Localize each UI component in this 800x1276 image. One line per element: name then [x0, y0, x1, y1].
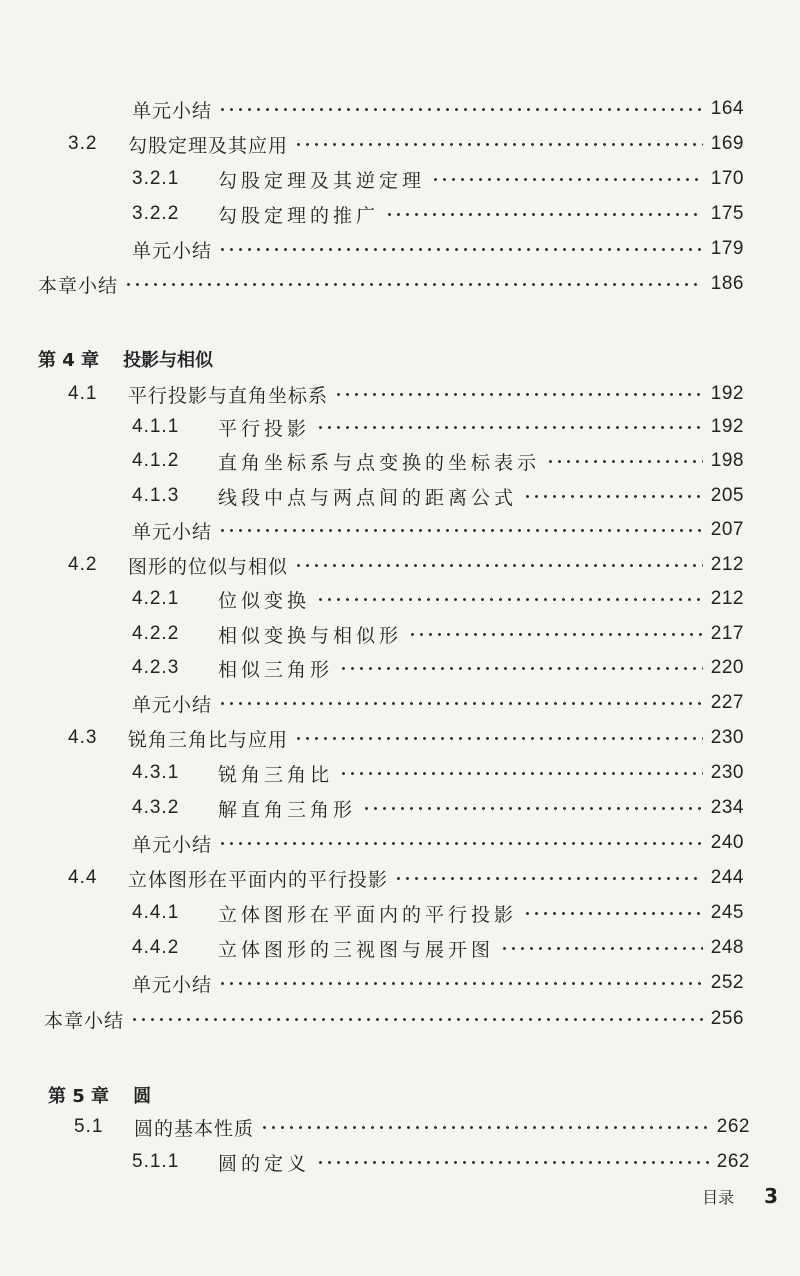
entry-number: 5.1 — [74, 1116, 104, 1137]
dot-leader — [316, 597, 703, 602]
dot-leader — [385, 212, 703, 217]
toc-entry[interactable] — [132, 966, 744, 1000]
toc-entry[interactable] — [132, 410, 744, 444]
entry-page-number: 262 — [716, 1116, 750, 1137]
entry-number: 4.4 — [68, 867, 98, 888]
entry-page-number: 234 — [710, 797, 744, 818]
entry-page-number: 170 — [710, 168, 744, 189]
entry-page-number: 262 — [716, 1151, 750, 1172]
entry-page-number: 245 — [710, 902, 744, 923]
entry-number: 4.4.2 — [132, 937, 180, 958]
dot-leader — [316, 1160, 709, 1165]
entry-title: 直角坐标系与点变换的坐标表示 — [218, 451, 541, 474]
dot-leader — [339, 771, 703, 776]
toc-entry[interactable] — [132, 232, 744, 266]
entry-number: 4.3.1 — [132, 762, 180, 783]
entry-number: 3.2 — [68, 133, 98, 154]
entry-page-number: 175 — [710, 203, 744, 224]
toc-entry[interactable] — [74, 1110, 750, 1144]
dot-leader — [260, 1125, 709, 1130]
entry-title: 平行投影与直角坐标系 — [128, 384, 329, 407]
entry-number: 4.3.2 — [132, 797, 180, 818]
toc-entry[interactable] — [132, 479, 744, 513]
entry-title: 单元小结 — [132, 99, 213, 122]
entry-number: 4.2.1 — [132, 588, 180, 609]
toc-entry[interactable] — [132, 582, 744, 616]
entry-page-number: 198 — [710, 450, 744, 471]
page-footer — [702, 1176, 778, 1216]
entry-number: 4.1 — [68, 383, 98, 404]
dot-leader — [523, 911, 703, 916]
toc-entry[interactable] — [68, 721, 744, 755]
dot-leader — [408, 632, 703, 637]
toc-entry[interactable] — [68, 127, 744, 161]
entry-title: 相似三角形 — [218, 658, 334, 681]
entry-page-number: 192 — [710, 383, 744, 404]
toc-entry[interactable] — [132, 826, 744, 860]
dot-leader — [362, 806, 703, 811]
entry-number: 4.1.2 — [132, 450, 180, 471]
entry-page-number: 212 — [710, 588, 744, 609]
footer-label: 目录 — [702, 1187, 735, 1207]
entry-title: 单元小结 — [132, 693, 213, 716]
toc-entry[interactable] — [132, 896, 744, 930]
entry-number: 4.1.1 — [132, 416, 180, 437]
entry-title: 立体图形的三视图与展开图 — [218, 938, 495, 961]
toc-entry[interactable] — [132, 791, 744, 825]
entry-page-number: 248 — [710, 937, 744, 958]
entry-title: 图形的位似与相似 — [128, 555, 289, 578]
entry-number: 4.3 — [68, 727, 98, 748]
entry-number: 4.2.2 — [132, 623, 180, 644]
dot-leader — [124, 282, 703, 287]
entry-page-number: 230 — [710, 762, 744, 783]
dot-leader — [546, 459, 703, 464]
entry-title: 圆的定义 — [218, 1152, 311, 1175]
entry-number: 4.2.3 — [132, 657, 180, 678]
toc-entry[interactable] — [132, 651, 744, 685]
toc-entry[interactable] — [132, 1145, 750, 1179]
entry-title: 平行投影 — [218, 417, 311, 440]
toc-entry[interactable] — [68, 377, 744, 411]
entry-number: 5.1.1 — [132, 1151, 180, 1172]
entry-page-number: 207 — [710, 519, 744, 540]
dot-leader — [218, 981, 703, 986]
toc-entry[interactable] — [68, 548, 744, 582]
entry-page-number: 240 — [710, 832, 744, 853]
entry-page-number: 256 — [710, 1008, 744, 1029]
entry-number: 4.4.1 — [132, 902, 180, 923]
entry-number: 4.1.3 — [132, 485, 180, 506]
chapter-title: 圆 — [133, 1086, 152, 1107]
toc-entry[interactable] — [132, 756, 744, 790]
entry-title: 本章小结 — [38, 274, 119, 297]
dot-leader — [500, 946, 703, 951]
chapter-label: 第 4 章 — [38, 350, 100, 371]
entry-title: 勾股定理及其逆定理 — [218, 169, 426, 192]
entry-title: 单元小结 — [132, 833, 213, 856]
entry-title: 解直角三角形 — [218, 798, 357, 821]
dot-leader — [130, 1017, 703, 1022]
entry-page-number: 192 — [710, 416, 744, 437]
dot-leader — [218, 528, 703, 533]
dot-leader — [218, 247, 703, 252]
entry-title: 圆的基本性质 — [134, 1117, 255, 1140]
entry-page-number: 164 — [710, 98, 744, 119]
entry-title: 单元小结 — [132, 973, 213, 996]
toc-entry[interactable] — [132, 162, 744, 196]
entry-page-number: 186 — [710, 273, 744, 294]
toc-entry[interactable] — [132, 444, 744, 478]
entry-title: 勾股定理的推广 — [218, 204, 380, 227]
dot-leader — [294, 736, 703, 741]
entry-page-number: 179 — [710, 238, 744, 259]
entry-title: 勾股定理及其应用 — [128, 134, 289, 157]
dot-leader — [339, 666, 703, 671]
dot-leader — [218, 107, 703, 112]
entry-title: 锐角三角比 — [218, 763, 334, 786]
entry-title: 立体图形在平面内的平行投影 — [218, 903, 518, 926]
dot-leader — [431, 177, 703, 182]
entry-page-number: 217 — [710, 623, 744, 644]
chapter-heading[interactable] — [38, 342, 213, 376]
entry-page-number: 220 — [710, 657, 744, 678]
entry-page-number: 212 — [710, 554, 744, 575]
entry-title: 位似变换 — [218, 589, 311, 612]
toc-entry[interactable] — [132, 617, 744, 651]
entry-page-number: 227 — [710, 692, 744, 713]
toc-entry[interactable] — [38, 267, 744, 301]
toc-entry[interactable] — [132, 197, 744, 231]
entry-title: 单元小结 — [132, 520, 213, 543]
entry-number: 3.2.1 — [132, 168, 180, 189]
dot-leader — [523, 494, 703, 499]
dot-leader — [218, 701, 703, 706]
entry-page-number: 169 — [710, 133, 744, 154]
entry-page-number: 252 — [710, 972, 744, 993]
dot-leader — [218, 841, 703, 846]
toc-entry[interactable] — [132, 931, 744, 965]
dot-leader — [394, 876, 703, 881]
toc-entry[interactable] — [44, 1002, 744, 1036]
entry-page-number: 244 — [710, 867, 744, 888]
chapter-label: 第 5 章 — [48, 1086, 110, 1107]
footer-page-number: 3 — [764, 1184, 778, 1208]
entry-number: 3.2.2 — [132, 203, 180, 224]
entry-title: 单元小结 — [132, 239, 213, 262]
dot-leader — [334, 392, 703, 397]
toc-entry[interactable] — [68, 861, 744, 895]
entry-title: 立体图形在平面内的平行投影 — [128, 868, 389, 891]
toc-entry[interactable] — [132, 513, 744, 547]
chapter-title: 投影与相似 — [123, 350, 214, 371]
toc-entry[interactable] — [132, 686, 744, 720]
entry-title: 相似变换与相似形 — [218, 624, 403, 647]
entry-title: 锐角三角比与应用 — [128, 728, 289, 751]
entry-title: 线段中点与两点间的距离公式 — [218, 486, 518, 509]
chapter-heading[interactable] — [48, 1078, 151, 1112]
entry-number: 4.2 — [68, 554, 98, 575]
dot-leader — [294, 142, 703, 147]
toc-entry[interactable] — [132, 92, 744, 126]
entry-page-number: 230 — [710, 727, 744, 748]
dot-leader — [316, 425, 703, 430]
entry-title: 本章小结 — [44, 1009, 125, 1032]
dot-leader — [294, 563, 703, 568]
entry-page-number: 205 — [710, 485, 744, 506]
